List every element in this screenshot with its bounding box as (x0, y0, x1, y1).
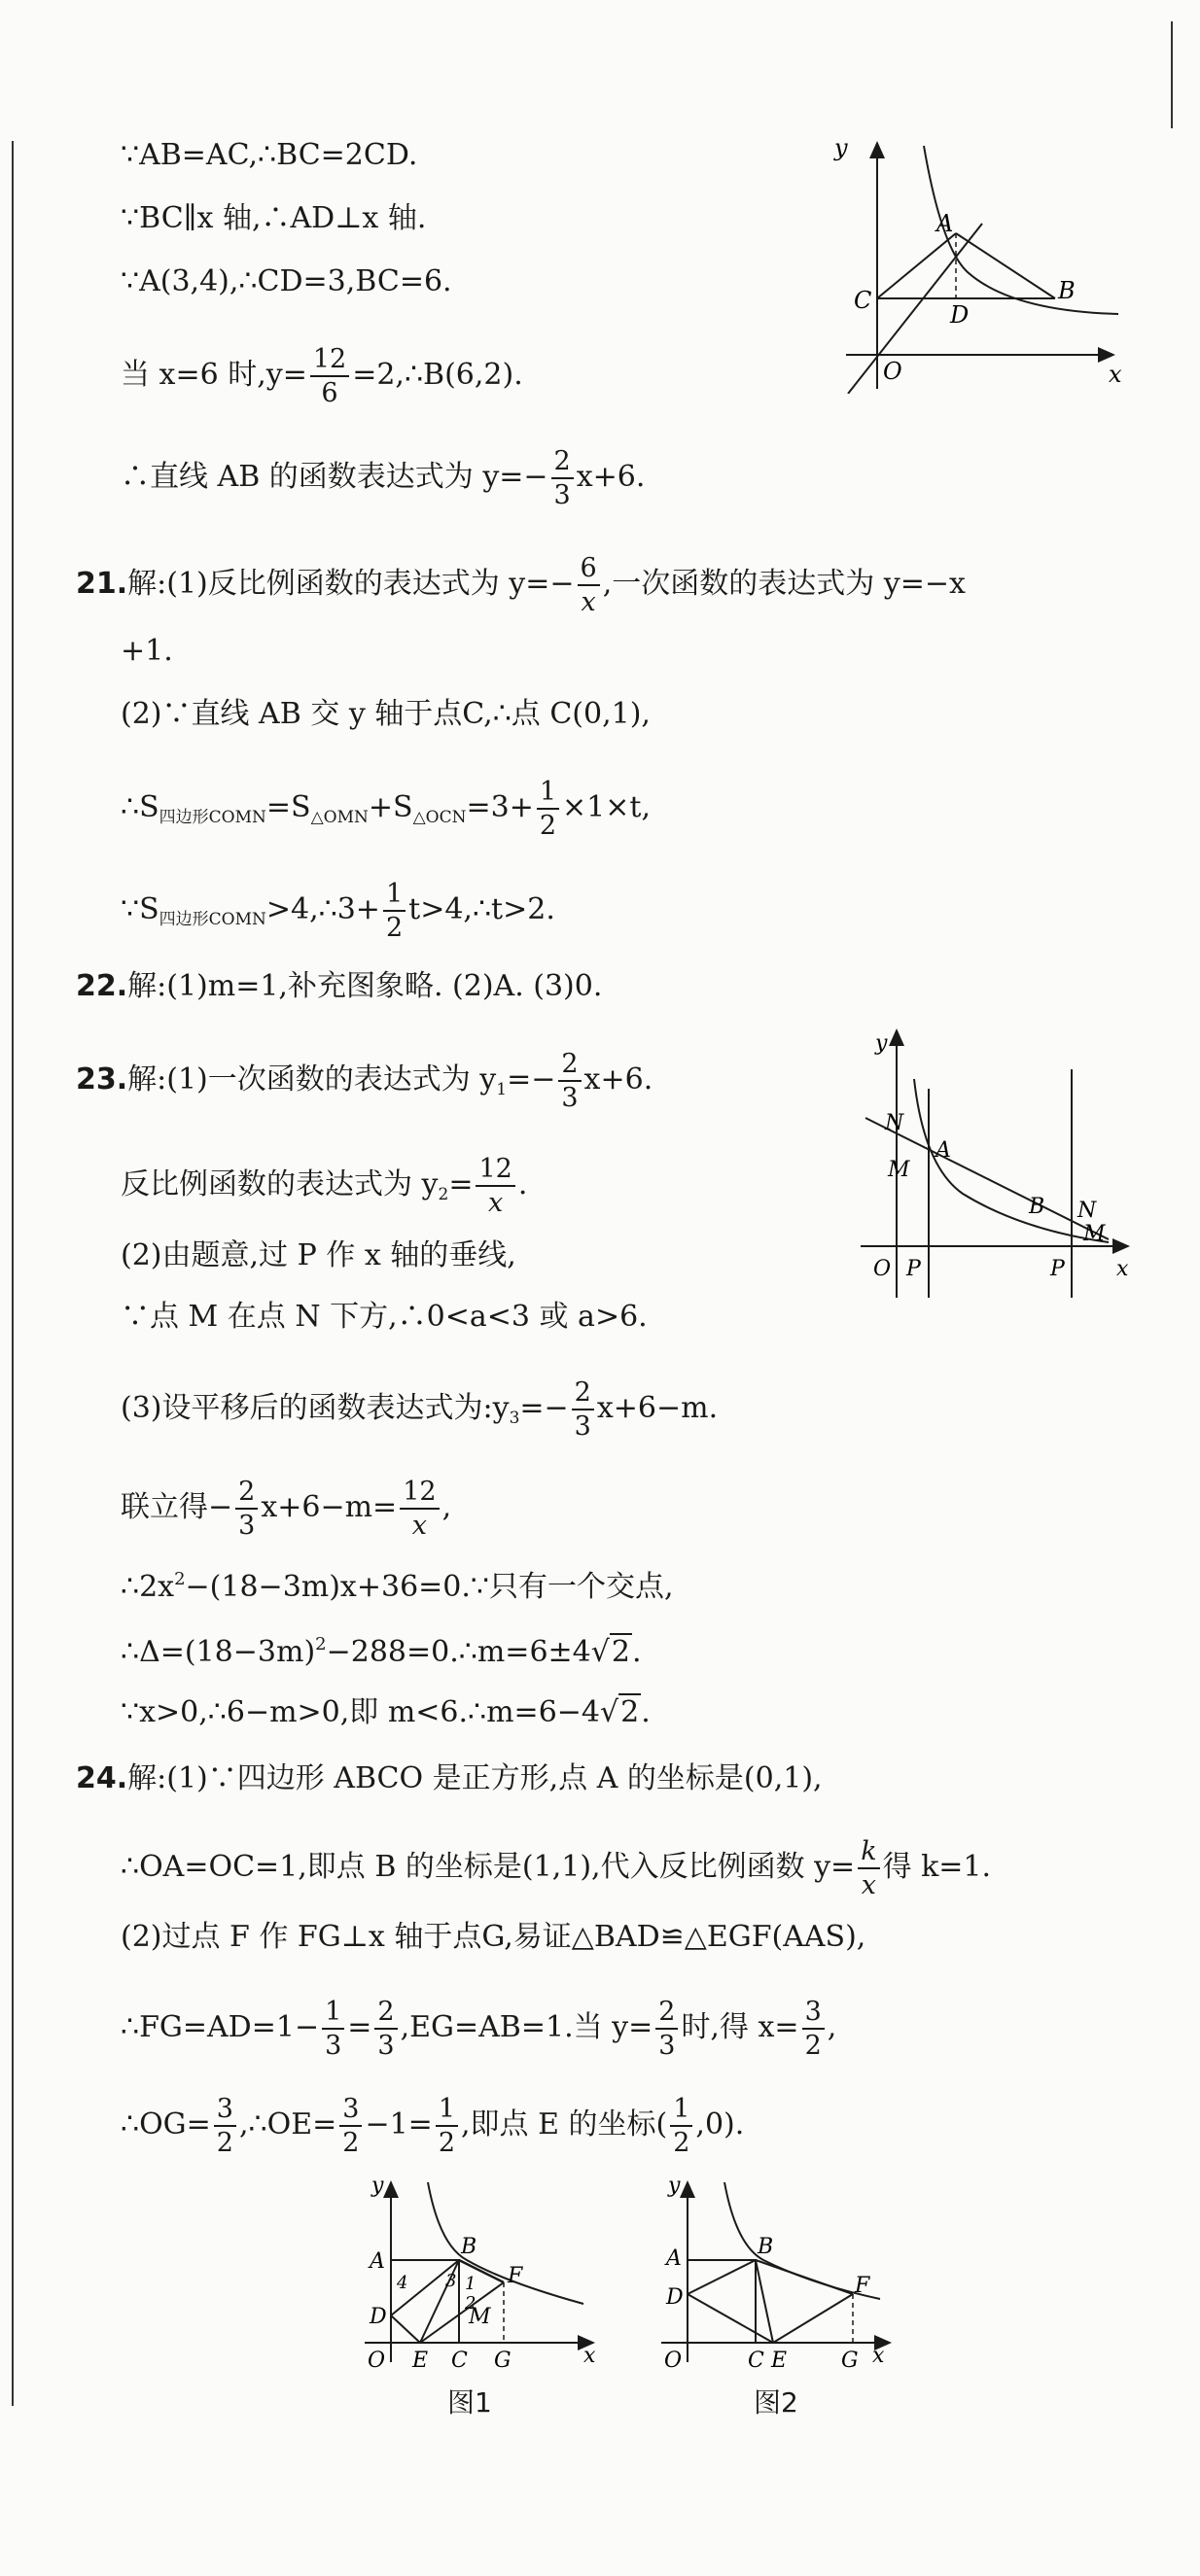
segment-de (688, 2294, 773, 2343)
fraction-12-x: $\frac{12}{x}$ (476, 1155, 514, 1217)
label-n1: N (885, 1111, 904, 1135)
q23-line1: 23.解:(1)一次函数的表达式为 $y_1=-$ $\frac{2}{3}$ x+6. (76, 1049, 653, 1113)
q21-line1: 21.解:(1)反比例函数的表达式为 y=− $\frac{6}{x}$ ,一次函数的表达式为 y=−x (76, 553, 966, 617)
label-a: A (936, 210, 954, 237)
label-x: x (872, 2344, 885, 2368)
line-when-x6: 当 x=6 时,y= $\frac{12}{6}$ =2,∴B(6,2). (121, 344, 523, 408)
q23-line3: (2)由题意,过 P 作 x 轴的垂线, (121, 1238, 516, 1272)
label-y: y (834, 134, 848, 161)
label-x: x (583, 2344, 596, 2368)
fraction-1-2: $\frac{1}{2}$ (537, 778, 559, 840)
label-m: M (469, 2305, 491, 2329)
label-y: y (875, 1031, 888, 1056)
line-bc-parallel: ∵BC∥x 轴,∴AD⊥x 轴. (121, 201, 427, 235)
fraction-2-3: $\frac{2}{3}$ (551, 447, 574, 509)
q22-line: 22.解:(1)m=1,补充图象略. (2)A. (3)0. (76, 969, 603, 1003)
square-abco (688, 2260, 756, 2343)
fraction-k-x: $\frac{k}{x}$ (858, 1837, 879, 1899)
label-f: F (855, 2274, 870, 2298)
fraction-12-6: $\frac{12}{6}$ (310, 345, 349, 407)
angle-2: 2 (465, 2293, 476, 2314)
label-x: x (1116, 1257, 1129, 1281)
figure-question23 (856, 1021, 1138, 1303)
fraction: $\frac{2}{3}$ (655, 1998, 678, 2060)
segment-de (391, 2315, 420, 2343)
angle-1: 1 (465, 2274, 476, 2294)
label-b: B (758, 2235, 774, 2259)
line-ab-expression: ∴直线 AB 的函数表达式为 y=− $\frac{2}{3}$ x+6. (121, 446, 646, 510)
angle-4: 4 (397, 2273, 408, 2293)
segment-be (756, 2260, 773, 2343)
q21-line3: (2)∵直线 AB 交 y 轴于点C,∴点 C(0,1), (121, 697, 651, 731)
q23-line8: $\therefore\Delta=(18-3m)^2-288=0.\therefore m=6\pm 4√2$. (121, 1634, 642, 1669)
label-o: O (883, 358, 902, 385)
fraction: $\frac{3}{2}$ (339, 2095, 362, 2157)
label-c: C (854, 287, 872, 314)
q24-line3: (2)过点 F 作 FG⊥x 轴于点G,易证△BAD≌△EGF(AAS), (121, 1920, 866, 1954)
label-o: O (664, 2349, 683, 2373)
q21-area-sum: $\therefore S_{四边形COMN}=S_{\triangle OMN}+S_{\triangle OCN}=3+$ $\frac{1}{2}$ ×1×t, (121, 777, 651, 841)
fraction-2-3: $\frac{2}{3}$ (558, 1050, 581, 1112)
q21-area-inequality: $\because S_{四边形COMN}>4,\therefore 3+$ $\frac{1}{2}$ t>4,∴t>2. (121, 879, 555, 943)
fraction-2-3: $\frac{2}{3}$ (572, 1378, 594, 1441)
q23-line7: $\therefore 2x^2-(18-3m)x+36=0.\because$只有一个交点, (121, 1569, 674, 1604)
label-c: C (451, 2349, 468, 2373)
segment-ef (773, 2294, 853, 2343)
label-x: x (1109, 361, 1122, 388)
q21-line2: +1. (121, 634, 173, 668)
segment-ab (956, 233, 1055, 298)
label-a: A (666, 2246, 682, 2271)
label-n2: N (1077, 1199, 1097, 1223)
segment-bf (756, 2260, 853, 2294)
fraction-12-x: $\frac{12}{x}$ (400, 1478, 439, 1540)
q23-line4: ∵点 M 在点 N 下方,∴0<a<3 或 a>6. (121, 1300, 648, 1334)
label-b: B (1058, 277, 1076, 304)
q23-line9: ∵x>0,∴6−m>0,即 m<6.∴m=6−4√2. (121, 1695, 651, 1729)
label-m2: M (1083, 1222, 1106, 1246)
label-g: G (494, 2349, 512, 2373)
figure-2 (647, 2168, 900, 2391)
line-ab-ac: ∵AB=AC,∴BC=2CD. (121, 138, 418, 172)
label-d: D (666, 2285, 684, 2310)
label-f: F (508, 2264, 523, 2288)
label-o: O (873, 1257, 892, 1281)
q24-line4: ∴FG=AD=1− $\frac{1}{3}$ = $\frac{2}{3}$ ,EG=AB=1.当 y= $\frac{2}{3}$ 时,得 x= $\frac{3}{2}$ , (121, 1997, 837, 2061)
figure-2-caption: 图2 (754, 2386, 798, 2419)
segment-ef (420, 2282, 504, 2343)
fraction: $\frac{3}{2}$ (214, 2095, 236, 2157)
label-p1: P (906, 1257, 921, 1281)
label-e: E (412, 2349, 429, 2373)
q24-line2: ∴OA=OC=1,即点 B 的坐标是(1,1),代入反比例函数 y= $\frac{k}{x}$ 得 k=1. (121, 1836, 992, 1900)
q23-line6: 联立得− $\frac{2}{3}$ x+6−m= $\frac{12}{x}$ , (121, 1477, 452, 1541)
label-m1: M (888, 1158, 910, 1182)
fraction-6-x: $\frac{6}{x}$ (578, 554, 600, 616)
label-p2: P (1050, 1257, 1065, 1281)
q23-line2: 反比例函数的表达式为 $y_2=$ $\frac{12}{x}$ . (121, 1154, 528, 1218)
right-margin-rule (1171, 21, 1173, 128)
angle-3: 3 (445, 2271, 457, 2291)
line-point-a: ∵A(3,4),∴CD=3,BC=6. (121, 264, 452, 298)
q23-line5: (3)设平移后的函数表达式为$:y_3=-$ $\frac{2}{3}$ x+6−m. (121, 1377, 719, 1442)
label-d: D (950, 301, 970, 329)
fraction: $\frac{1}{2}$ (670, 2095, 692, 2157)
label-o: O (368, 2349, 386, 2373)
label-a: A (935, 1138, 951, 1163)
label-e: E (771, 2349, 788, 2373)
label-g: G (841, 2349, 859, 2373)
q24-line1: 24.解:(1)∵四边形 ABCO 是正方形,点 A 的坐标是(0,1), (76, 1761, 823, 1795)
figure-1-caption: 图1 (447, 2386, 492, 2419)
label-y: y (668, 2174, 681, 2198)
fraction-1-2: $\frac{1}{2}$ (383, 880, 406, 942)
figure-question20 (827, 131, 1128, 394)
segment-ca (877, 233, 956, 298)
fraction: $\frac{3}{2}$ (802, 1998, 825, 2060)
label-d: D (370, 2305, 387, 2329)
label-b: B (1029, 1195, 1045, 1219)
fraction: $\frac{1}{2}$ (436, 2095, 458, 2157)
q24-line5: ∴OG= $\frac{3}{2}$ ,∴OE= $\frac{3}{2}$ −1= $\frac{1}{2}$ ,即点 E 的坐标( $\frac{1}{2}$ ,0). (121, 2094, 745, 2158)
label-b: B (461, 2235, 477, 2259)
fraction: $\frac{1}{3}$ (322, 1998, 344, 2060)
fraction-2-3: $\frac{2}{3}$ (235, 1478, 258, 1540)
segment-bd (688, 2260, 756, 2294)
left-margin-rule (12, 141, 14, 2406)
label-a: A (370, 2249, 385, 2274)
label-y: y (371, 2174, 384, 2198)
label-c: C (748, 2349, 764, 2373)
fraction: $\frac{2}{3}$ (374, 1998, 397, 2060)
figure-1 (350, 2168, 603, 2391)
